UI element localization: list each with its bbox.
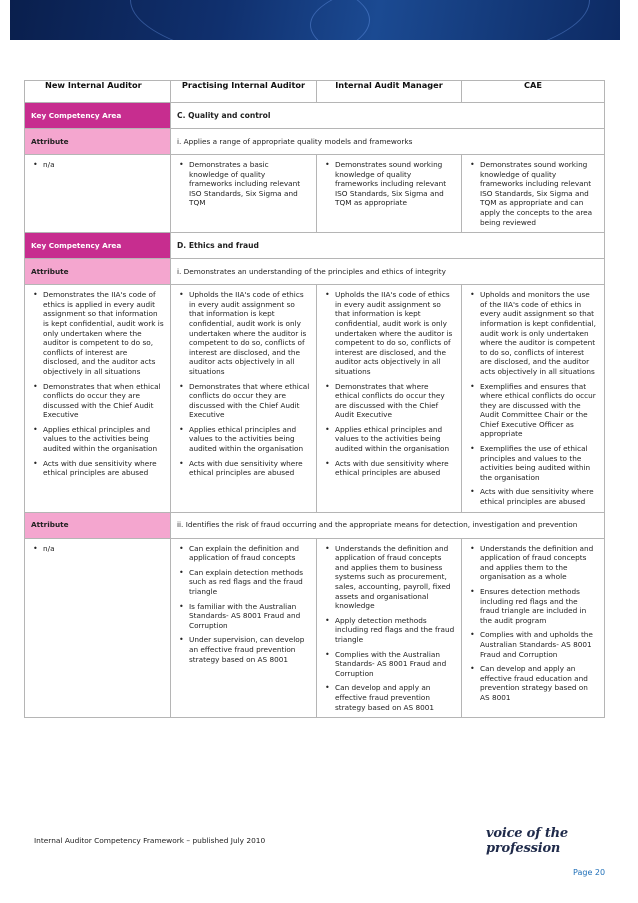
attribute-label: Attribute (25, 259, 171, 285)
attribute-label: Attribute (25, 512, 171, 538)
bullet-item: • Can explain the definition and application of fraud concepts (175, 544, 310, 563)
column-header: Internal Audit Manager (317, 81, 462, 103)
attribute-value: i. Demonstrates an understanding of the principles and ethics of integrity (171, 259, 605, 285)
cell-new-internal-auditor (25, 538, 171, 718)
cell-internal-audit-manager (317, 285, 462, 512)
bullet-item: • n/a (29, 160, 164, 170)
bullet-item: • Complies with and upholds the Australian Standards- AS 8001 Fraud and Corruption (466, 630, 598, 659)
bullet-item: • Under supervision, can develop an effective fraud prevention strategy based on AS 8001 (175, 635, 310, 664)
attribute-value: ii. Identifies the risk of fraud occurring and the appropriate means for detection, investigation and prevention (171, 512, 605, 538)
cell-internal-audit-manager (317, 155, 462, 233)
cell-cae (462, 538, 605, 718)
bullet-item: • Demonstrates sound working knowledge of quality frameworks including relevant ISO Standards, Six Sigma and TQM as appropriate (321, 160, 455, 208)
bullet-item: • Applies ethical principles and values to the activities being audited within the organisation (29, 425, 164, 454)
bullet-item: • Acts with due sensitivity where ethical principles are abused (466, 487, 598, 506)
bullet-item: • Applies ethical principles and values to the activities being audited within the organisation (321, 425, 455, 454)
attribute-label: Attribute (25, 129, 171, 155)
cell-practising-internal-auditor (171, 285, 317, 512)
bullet-item: • Can develop and apply an effective fraud prevention strategy based on AS 8001 (321, 683, 455, 712)
cell-cae (462, 155, 605, 233)
competency-table (24, 80, 605, 718)
bullet-item: • Demonstrates that when ethical conflicts do occur they are discussed with the Chief Audit Executive (29, 382, 164, 420)
bullet-item: • Ensures detection methods including red flags and the fraud triangle are included in the audit program (466, 587, 598, 625)
table-row (25, 155, 605, 233)
bullet-item: • Upholds and monitors the use of the IIA's code of ethics in every audit assignment so that information is kept confidential, audit work is only undertaken where the auditor is competent to do so, conflicts of interest are disclosed, and the auditor acts objectively in all situations (466, 290, 598, 376)
header-banner (10, 0, 620, 40)
cell-cae (462, 285, 605, 512)
column-header: New Internal Auditor (25, 81, 171, 103)
key-competency-area-value: D. Ethics and fraud (171, 233, 605, 259)
bullet-item: • Demonstrates sound working knowledge of quality frameworks including relevant ISO Standards, Six Sigma and TQM as appropriate and can apply the concepts to the area being reviewed (466, 160, 598, 227)
voice-of-the-profession-logo: voice of the profession (486, 826, 568, 856)
bullet-item: • Demonstrates a basic knowledge of quality frameworks including relevant ISO Standards, Six Sigma and TQM (175, 160, 310, 208)
bullet-item: • Demonstrates the IIA's code of ethics is applied in every audit assignment so that information is kept confidential, audit work is only undertaken where the auditor is competent to do so, conflicts of interest are disclosed, and the auditor acts objectively in all situations (29, 290, 164, 376)
cell-new-internal-auditor (25, 155, 171, 233)
bullet-item: • n/a (29, 544, 164, 554)
bullet-item: • Understands the definition and application of fraud concepts and applies them to business systems such as procurement, sales, accounting, payroll, fixed assets and organisational knowledge (321, 544, 455, 611)
cell-new-internal-auditor (25, 285, 171, 512)
footer-text: Internal Auditor Competency Framework – published July 2010 (34, 836, 266, 845)
bullet-item: • Can explain detection methods such as red flags and the fraud triangle (175, 568, 310, 597)
bullet-item: • Complies with the Australian Standards- AS 8001 Fraud and Corruption (321, 650, 455, 679)
bullet-item: • Can develop and apply an effective fraud education and prevention strategy based on AS 8001 (466, 664, 598, 702)
cell-internal-audit-manager (317, 538, 462, 718)
table-row (25, 285, 605, 512)
table-row (25, 538, 605, 718)
column-header: CAE (462, 81, 605, 103)
page-number: Page 20 (573, 868, 606, 877)
key-competency-area-value: C. Quality and control (171, 103, 605, 129)
cell-practising-internal-auditor (171, 155, 317, 233)
bullet-item: • Acts with due sensitivity where ethical principles are abused (29, 459, 164, 478)
attribute-value: i. Applies a range of appropriate quality models and frameworks (171, 129, 605, 155)
bullet-item: • Apply detection methods including red flags and the fraud triangle (321, 616, 455, 645)
bullet-item: • Upholds the IIA's code of ethics in every audit assignment so that information is kept confidential, audit work is only undertaken where the auditor is competent to do so, conflicts of interest are disclosed, and the auditor acts objectively in all situations (175, 290, 310, 376)
bullet-item: • Exemplifies the use of ethical principles and values to the activities being audited within the organisation (466, 444, 598, 482)
bullet-item: • Acts with due sensitivity where ethical principles are abused (175, 459, 310, 478)
key-competency-area-label: Key Competency Area (25, 233, 171, 259)
bullet-item: • Upholds the IIA's code of ethics in every audit assignment so that information is kept confidential, audit work is only undertaken where the auditor is competent to do so, conflicts of interest are disclosed, and the auditor acts objectively in all situations (321, 290, 455, 376)
bullet-item: • Exemplifies and ensures that where ethical conflicts do occur they are discussed with the Audit Committee Chair or the Chief Executive Officer as appropriate (466, 382, 598, 440)
column-header: Practising Internal Auditor (171, 81, 317, 103)
bullet-item: • Applies ethical principles and values to the activities being audited within the organisation (175, 425, 310, 454)
key-competency-area-label: Key Competency Area (25, 103, 171, 129)
bullet-item: • Demonstrates that where ethical conflicts do occur they are discussed with the Chief Audit Executive (321, 382, 455, 420)
bullet-item: • Understands the definition and application of fraud concepts and applies them to the organisation as a whole (466, 544, 598, 582)
bullet-item: • Demonstrates that where ethical conflicts do occur they are discussed with the Chief Audit Executive (175, 382, 310, 420)
cell-practising-internal-auditor (171, 538, 317, 718)
bullet-item: • Is familiar with the Australian Standards- AS 8001 Fraud and Corruption (175, 602, 310, 631)
bullet-item: • Acts with due sensitivity where ethical principles are abused (321, 459, 455, 478)
